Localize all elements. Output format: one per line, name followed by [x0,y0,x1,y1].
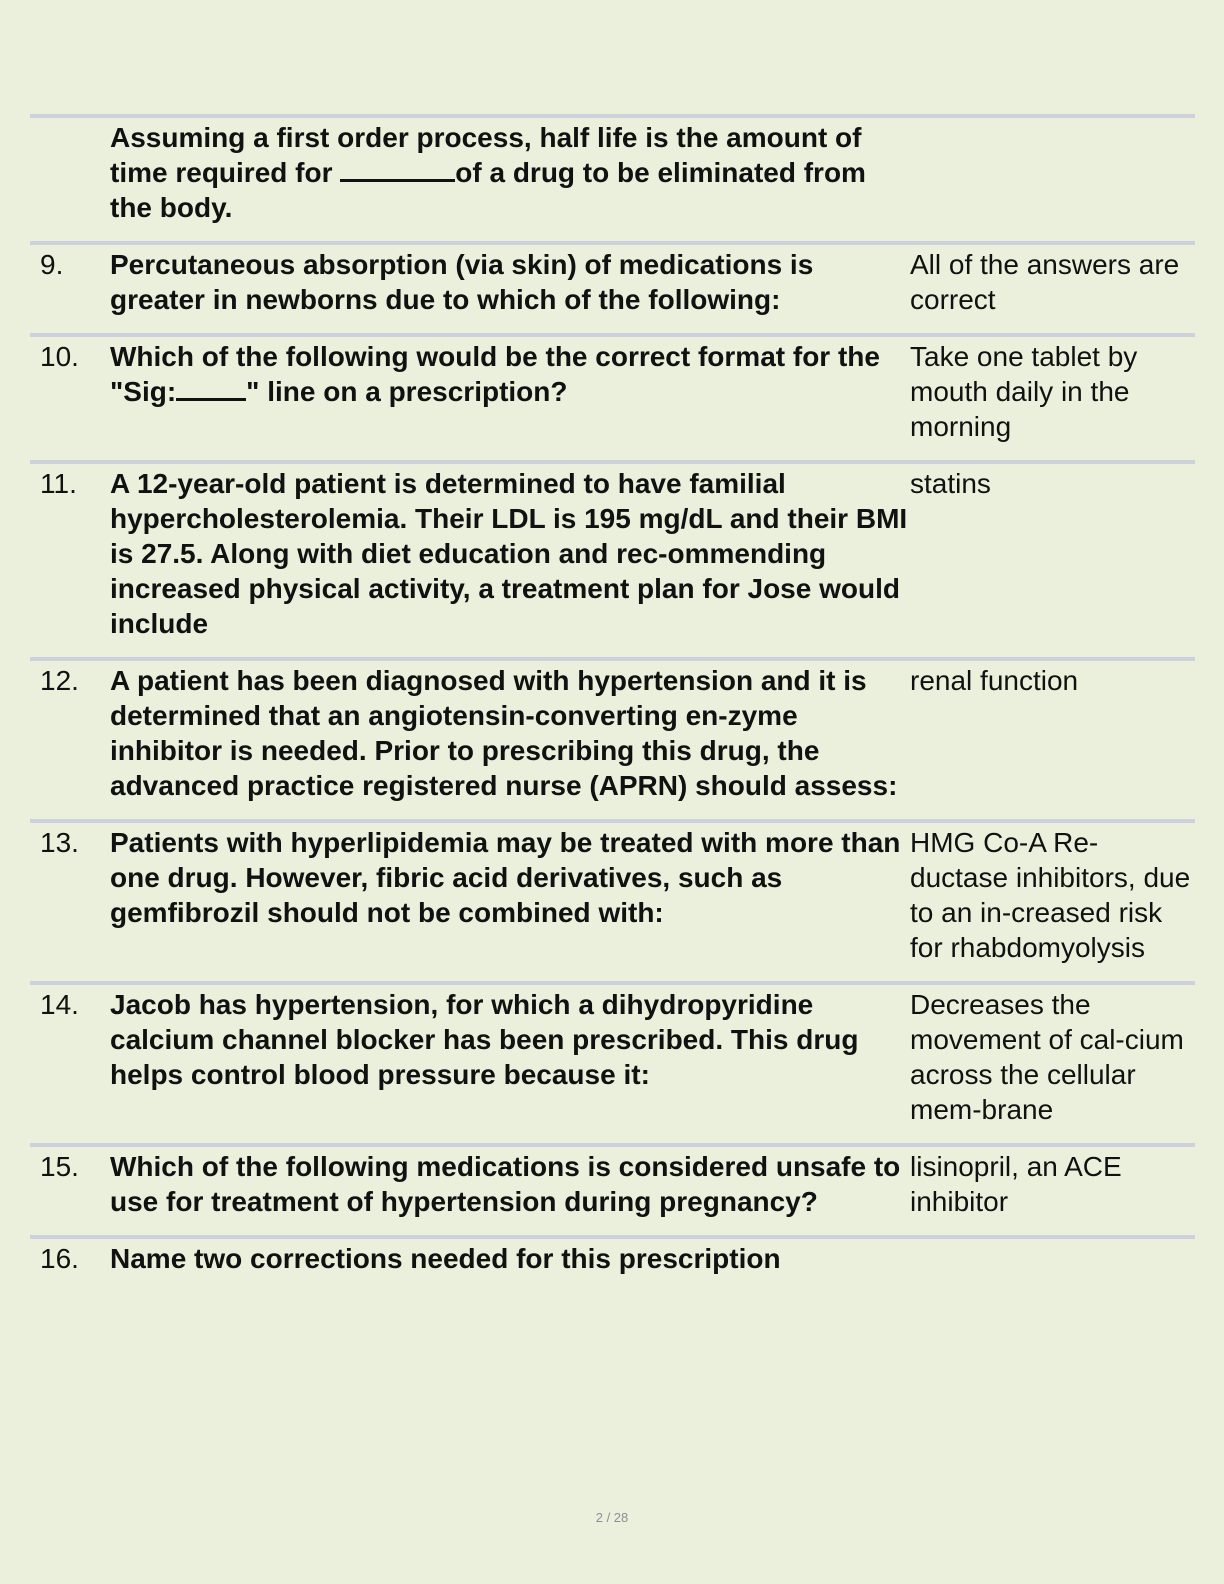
flashcard-row [30,114,1195,241]
question-number: 16. [40,1243,79,1274]
answer-text: Decreases the movement of cal-cium across the cellular mem-brane [910,989,1184,1125]
flashcard-row [30,819,1195,981]
answer-text [910,120,1195,225]
question-number [30,120,110,225]
question-text: Name two corrections needed for this prescription [110,1243,781,1274]
question-text: Percutaneous absorption (via skin) of medications is greater in newborns due to which of the following: [110,249,814,315]
answer-text: statins [910,468,991,499]
flashcard-list [30,114,1195,1292]
flashcard-row [30,657,1195,819]
flashcard-row [30,333,1195,460]
question-text [110,120,910,225]
flashcard-row [30,460,1195,657]
fill-in-blank [176,376,246,401]
fill-in-blank [340,157,455,182]
question-text: Patients with hyperlipidemia may be treated with more than one drug. However, fibric acid derivatives, such as gemfibrozil should not be combined with: [110,827,901,928]
question-text: Jacob has hypertension, for which a dihydropyridine calcium channel blocker has been prescribed. This drug helps control blood pressure because it: [110,989,859,1090]
answer-text: HMG Co-A Re-ductase inhibitors, due to an in-creased risk for rhabdomyolysis [910,827,1191,963]
question-text-start: Which of the following would be the correct format for the "Sig: [110,341,880,407]
question-text-end: " line on a prescription? [246,376,568,407]
flashcard-row [30,1235,1195,1292]
flashcard-row [30,1143,1195,1235]
answer-text: renal function [910,665,1079,696]
answer-text: Take one tablet by mouth daily in the morning [910,341,1138,442]
answer-text: All of the answers are correct [910,249,1180,315]
question-text: A 12-year-old patient is determined to have familial hypercholesterolemia. Their LDL is 195 mg/dL and their BMI is 27.5. Along with diet education and rec-ommending increased physical activity, a treatment plan for Jose would include [110,468,908,639]
question-text-end: of a drug to be eliminated from the body. [110,157,866,223]
question-number: 14. [40,989,79,1020]
flashcard-row [30,241,1195,333]
page-indicator: 2 / 28 [595,1510,629,1525]
question-number: 11. [40,468,77,499]
question-text [110,339,910,444]
question-number: 9. [40,249,64,280]
question-text: A patient has been diagnosed with hypertension and it is determined that an angiotensin-converting en-zyme inhibitor is needed. Prior to prescribing this drug, the advanced practice registered nurse (APRN) should assess: [110,665,898,801]
answer-text [910,1241,1195,1276]
flashcard-row [30,981,1195,1143]
answer-text: lisinopril, an ACE inhibitor [910,1151,1122,1217]
question-number: 12. [40,665,79,696]
question-number: 15. [40,1151,79,1182]
question-number: 10. [40,341,79,372]
question-text-start: Assuming a first order process, half life is the amount of time required for [110,122,862,188]
question-text: Which of the following medications is considered unsafe to use for treatment of hypertension during pregnancy? [110,1151,901,1217]
question-number: 13. [40,827,79,858]
